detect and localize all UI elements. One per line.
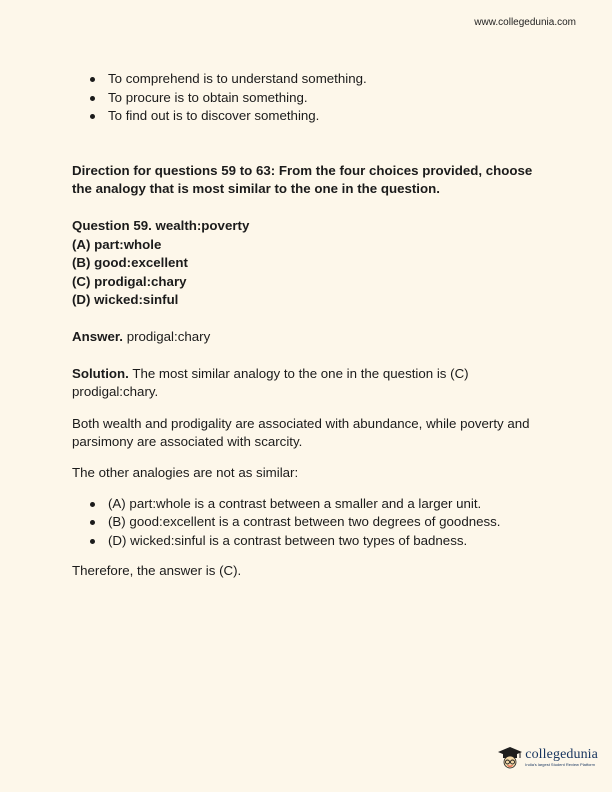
list-item: To comprehend is to understand something.: [108, 70, 542, 89]
graduate-cap-icon: [497, 744, 523, 770]
conclusion-text: Therefore, the answer is (C).: [72, 563, 242, 579]
solution-line: [72, 365, 542, 402]
list-item: (A) part:whole is a contrast between a smaller and a larger unit.: [108, 495, 542, 514]
others-intro: The other analogies are not as similar:: [72, 464, 299, 480]
option-a: (A) part:whole: [72, 236, 162, 252]
logo-tagline: India's largest Student Review Platform: [525, 762, 595, 767]
logo-name: collegedunia: [525, 747, 598, 762]
list-item: To find out is to discover something.: [108, 107, 542, 126]
collegedunia-logo: [497, 744, 598, 770]
logo-text: [525, 747, 598, 767]
list-item: To procure is to obtain something.: [108, 89, 542, 108]
option-d: (D) wicked:sinful: [72, 292, 179, 308]
option-b: (B) good:excellent: [72, 255, 188, 271]
page-content: [72, 70, 542, 581]
option-c: (C) prodigal:chary: [72, 273, 187, 289]
header-url: www.collegedunia.com: [474, 17, 576, 28]
explanation-text: Both wealth and prodigality are associated with abundance, while poverty and parsimony are associated with scarcity.: [72, 415, 530, 450]
list-item: (D) wicked:sinful is a contrast between two types of badness.: [108, 532, 542, 551]
question-title: Question 59. wealth:poverty: [72, 217, 250, 233]
answer-line: [72, 328, 542, 347]
others-list: [72, 495, 542, 551]
list-item: (B) good:excellent is a contrast between two degrees of goodness.: [108, 513, 542, 532]
solution-text: The most similar analogy to the one in the question is (C) prodigal:chary.: [72, 365, 469, 400]
answer-label: Answer.: [72, 328, 123, 344]
intro-list: [72, 70, 542, 126]
answer-text: prodigal:chary: [123, 328, 211, 344]
direction-text: Direction for questions 59 to 63: From the four choices provided, choose the analogy that is most similar to the one in the question.: [72, 162, 533, 197]
question-block: [72, 217, 542, 310]
solution-label: Solution.: [72, 365, 129, 381]
